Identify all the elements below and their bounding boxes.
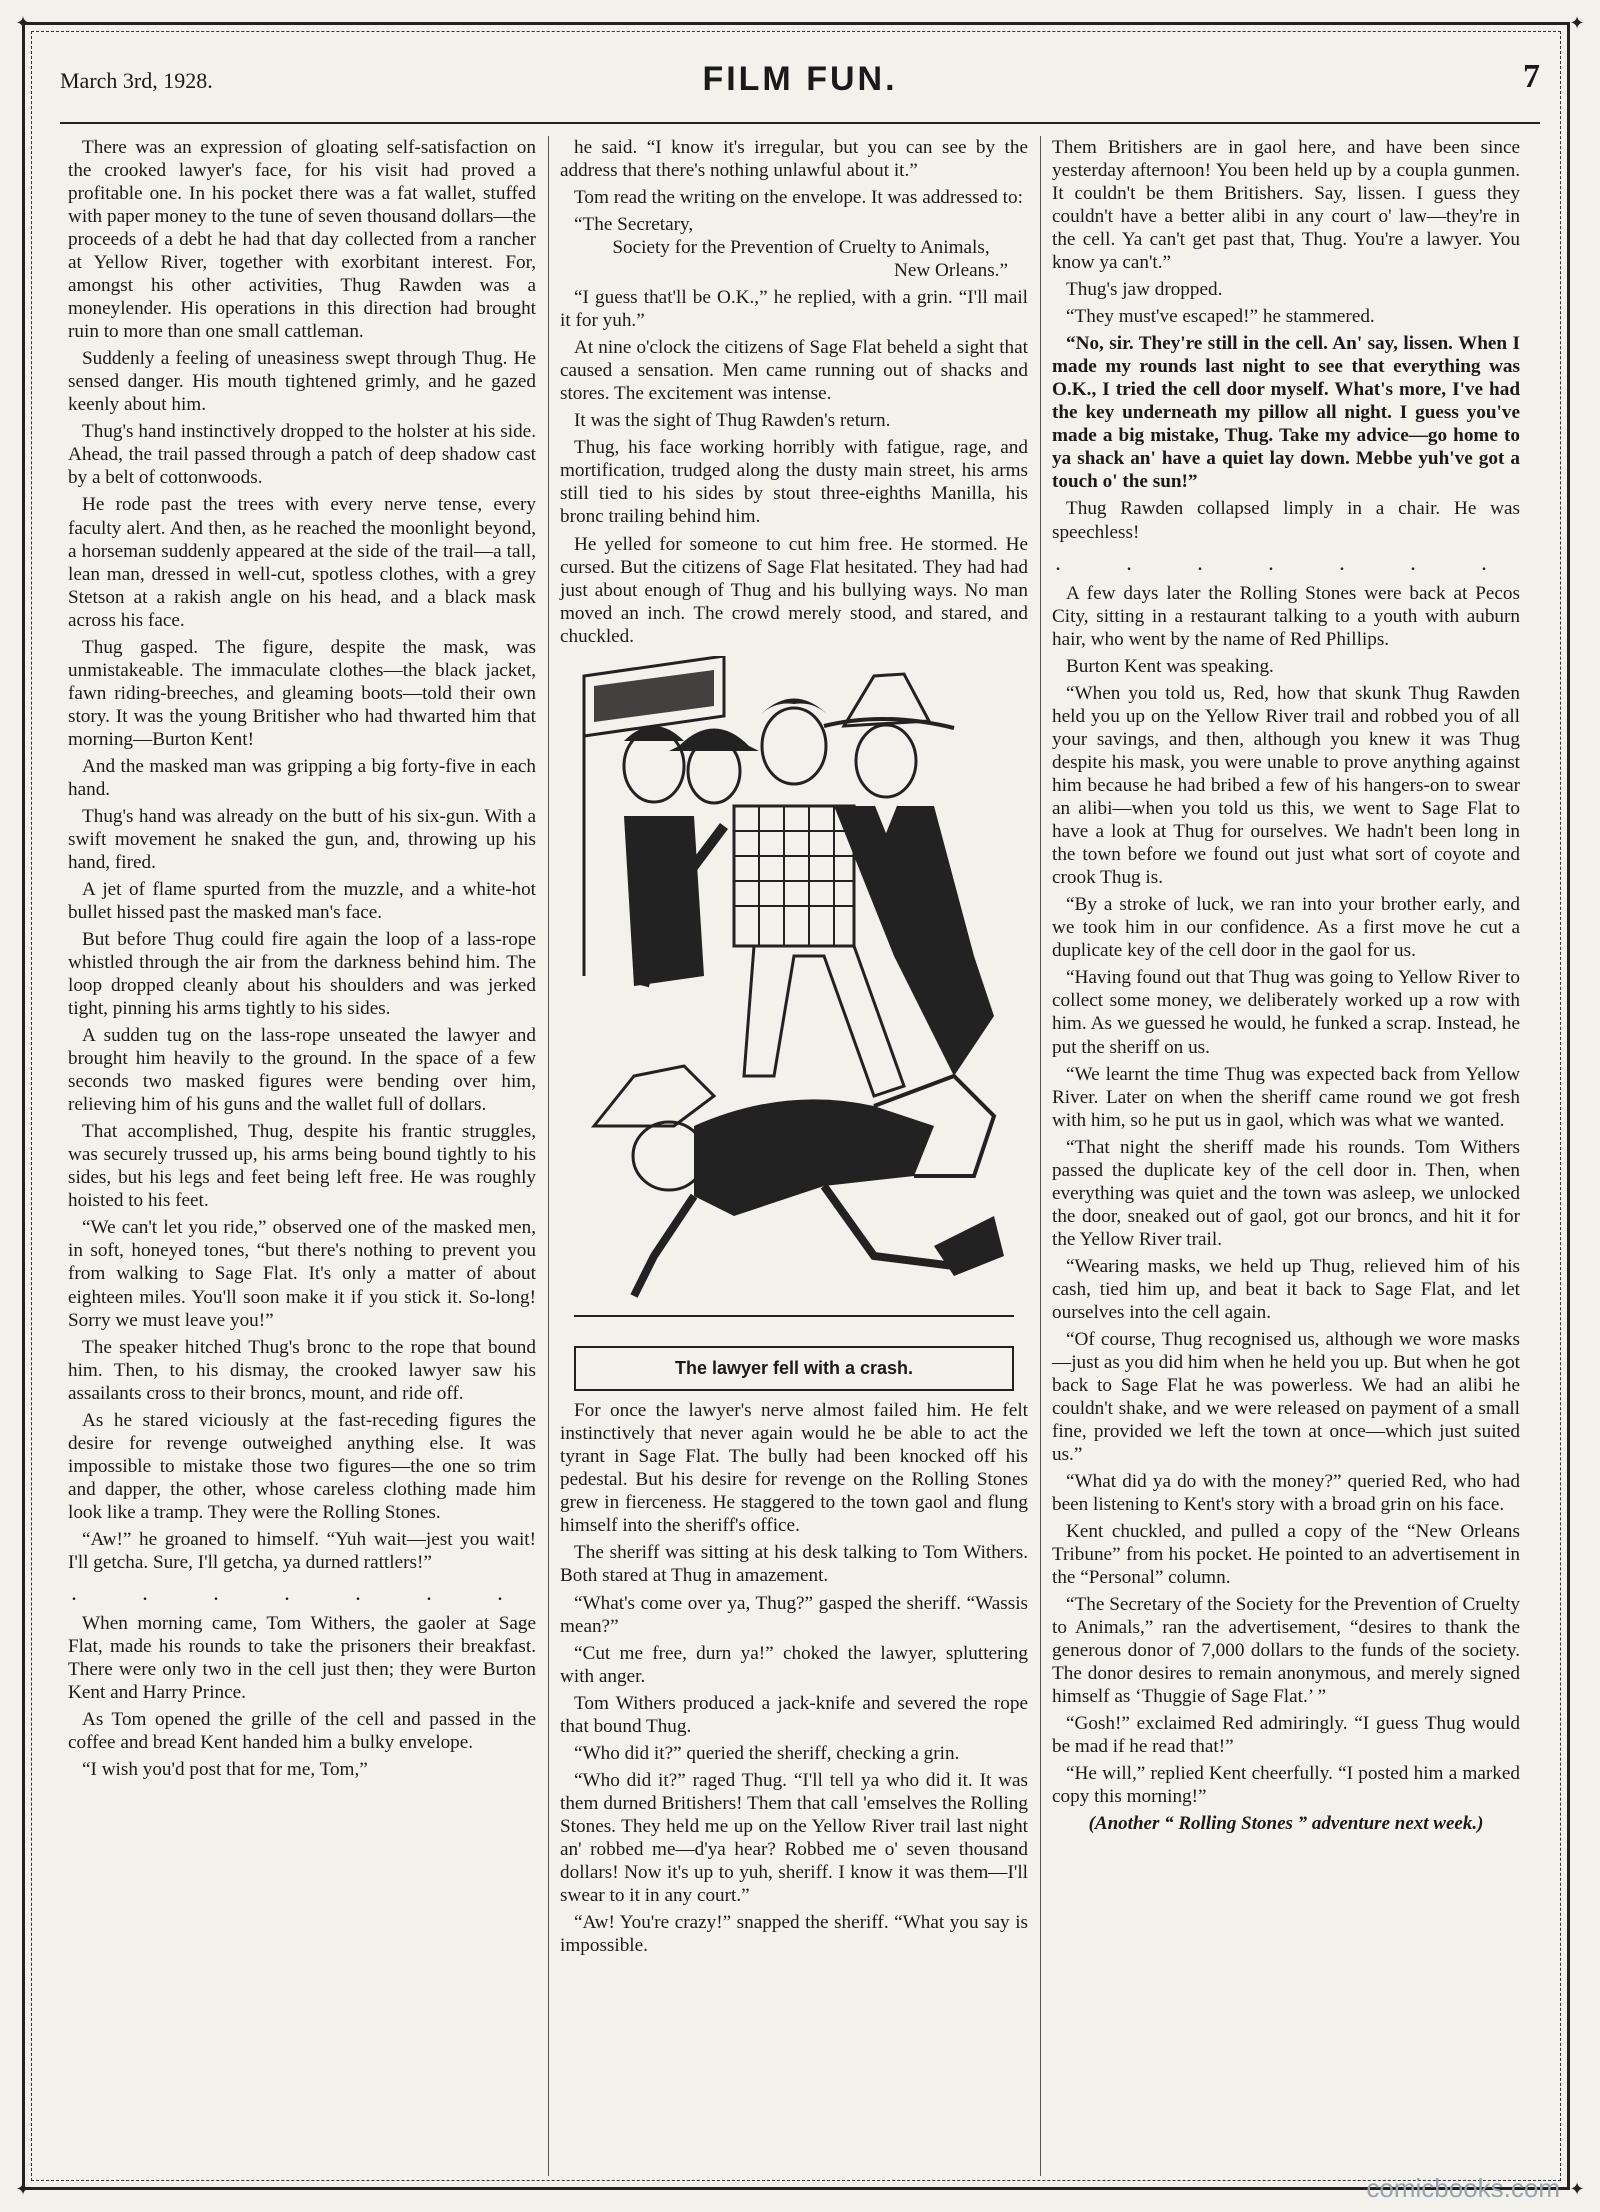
cowboy-illustration bbox=[574, 656, 1014, 1336]
paragraph: “I wish you'd post that for me, Tom,” bbox=[82, 1759, 368, 1781]
paragraph: “The Secretary of the Society for the Prevention of Cruelty to Animals,” ran the advertisement, “desires to thank the generous donor of 7,000 dollars to the funds of the society. The donor desires to remain anonymous, and merely signed himself as ‘Thuggie of Sage Flat.’ ” bbox=[1052, 1594, 1520, 1708]
paragraph: A sudden tug on the lass-rope unseated the lawyer and brought him heavily to the ground. In the space of a few seconds two masked figures were bending over him, relieving him of his guns and the wallet full of dollars. bbox=[68, 1025, 536, 1116]
paragraph: “No, sir. They're still in the cell. An' say, lissen. When I made my rounds last night to see that everything was O.K., I tried the cell door myself. What's more, I've had the key underneath my pillow all night. I guess you've made a big mistake, Thug. Take my advice—go home to ya shack an' have a quiet lay down. Mebbe yuh've got a touch o' the sun!” bbox=[1052, 333, 1520, 493]
paragraph: Suddenly a feeling of uneasiness swept through Thug. He sensed danger. His mouth tightened grimly, and he gazed keenly about him. bbox=[68, 348, 536, 416]
illustration-caption: The lawyer fell with a crash. bbox=[574, 1346, 1014, 1392]
paragraph: “Having found out that Thug was going to Yellow River to collect some money, we deliberately worked up a row with him. As we guessed he would, he funked a scrap. Instead, he put the sheriff on us. bbox=[1052, 967, 1520, 1058]
magazine-title: FILM FUN. bbox=[702, 60, 898, 98]
paragraph: It was the sight of Thug Rawden's return. bbox=[574, 410, 891, 432]
paragraph: The speaker hitched Thug's bronc to the rope that bound him. Then, to his dismay, the crooked lawyer saw his assailants cross to their broncs, mount, and ride off. bbox=[68, 1336, 536, 1404]
paragraph: Tom Withers produced a jack-knife and severed the rope that bound Thug. bbox=[560, 1692, 1028, 1737]
paragraph: Thug's hand was already on the butt of his six-gun. With a swift movement he snaked the gun, and, throwing up his hand, fired. bbox=[68, 805, 536, 873]
paragraph: A jet of flame spurted from the muzzle, and a white-hot bullet hissed past the masked man's face. bbox=[68, 878, 536, 923]
paragraph: “What's come over ya, Thug?” gasped the sheriff. “Wassis mean?” bbox=[560, 1592, 1028, 1637]
paragraph: Them Britishers are in gaol here, and have been since yesterday afternoon! You been held up by a coupla gunmen. It couldn't be them Britishers. Say, lissen. I guess they couldn't have a better alibi in any court o' law—they're in the cell. Ya can't get past that, Thug. You're a lawyer. You know ya can't.” bbox=[1052, 137, 1520, 274]
paragraph: “We learnt the time Thug was expected back from Yellow River. Later on when the sheriff came round we got fresh with him, so he put us in gaol, which was what we wanted. bbox=[1052, 1063, 1520, 1131]
paragraph: “Who did it?” raged Thug. “I'll tell ya who did it. It was them durned Britishers! Them that call 'emselves the Rolling Stones. They held me up on the Yellow River trail last night an' robbed me—d'ya hear? Robbed me o' seven thousand dollars! Now it's up to yuh, sheriff. I know it was them—I'll swear to it in any court.” bbox=[560, 1769, 1028, 1906]
next-week-notice: (Another “ Rolling Stones ” adventure next week.) bbox=[1088, 1812, 1484, 1834]
paragraph: “I guess that'll be O.K.,” he replied, with a grin. “I'll mail it for yuh.” bbox=[560, 287, 1028, 332]
paragraph: Kent chuckled, and pulled a copy of the “New Orleans Tribune” from his pocket. He pointed to an advertisement in the “Personal” column. bbox=[1052, 1521, 1520, 1589]
paragraph: As Tom opened the grille of the cell and passed in the coffee and bread Kent handed him a bulky envelope. bbox=[68, 1709, 536, 1754]
paragraph: When morning came, Tom Withers, the gaoler at Sage Flat, made his rounds to take the prisoners their breakfast. There were only two in the cell just then; they were Burton Kent and Harry Prince. bbox=[68, 1613, 536, 1704]
story-column-1 bbox=[68, 136, 536, 1785]
story-illustration bbox=[574, 656, 1014, 1336]
paragraph: At nine o'clock the citizens of Sage Flat beheld a sight that caused a sensation. Men came running out of shacks and stores. The excitement was intense. bbox=[560, 337, 1028, 405]
header-rule bbox=[60, 122, 1540, 124]
paragraph: “They must've escaped!” he stammered. bbox=[1066, 306, 1375, 328]
paragraph: “He will,” replied Kent cheerfully. “I posted him a marked copy this morning!” bbox=[1052, 1763, 1520, 1808]
section-break: . . . . . . . bbox=[1055, 549, 1517, 575]
paragraph: “That night the sheriff made his rounds. Tom Withers passed the duplicate key of the cell door in. Then, when everything was quiet and the town was asleep, we unlocked the door, sneaked out of gaol, got our broncs, and hit it for the Yellow River trail. bbox=[1052, 1136, 1520, 1250]
paragraph: But before Thug could fire again the loop of a lass-rope whistled through the air from the darkness behind him. The loop dropped cleanly about his shoulders and was jerked tight, pinning his arms tightly to his sides. bbox=[68, 929, 536, 1020]
paragraph: As he stared viciously at the fast-receding figures the desire for revenge outweighed anything else. It was impossible to mistake those two figures—the one so trim and dapper, the other, whose careless clothing made him look like a tramp. They were the Rolling Stones. bbox=[68, 1409, 536, 1523]
story-column-3 bbox=[1052, 136, 1520, 1835]
paragraph: The sheriff was sitting at his desk talking to Tom Withers. Both stared at Thug in amazement. bbox=[560, 1542, 1028, 1587]
paragraph: “By a stroke of luck, we ran into your brother early, and we took him in our confidence. As a first move he cut a duplicate key of the cell door in the gaol for us. bbox=[1052, 894, 1520, 962]
paragraph: There was an expression of gloating self-satisfaction on the crooked lawyer's face, for his visit had proved a profitable one. In his pocket there was a fat wallet, stuffed with paper money to the tune of seven thousand dollars—the proceeds of a debt he had that day collected from a rancher at Yellow River, together with exorbitant interest. For, amongst his other activities, Thug Rawden was a moneylender. His operations in this direction had brought ruin to more than one small cattleman. bbox=[68, 137, 536, 343]
corner-ornament-icon: ✦ bbox=[1569, 13, 1585, 33]
section-break: . . . . . . . bbox=[71, 1579, 533, 1605]
address-line: Society for the Prevention of Cruelty to Animals, bbox=[612, 237, 990, 259]
paragraph: He yelled for someone to cut him free. He stormed. He cursed. But the citizens of Sage Flat hesitated. They had had just about enough of Thug and his bullying ways. No man moved an inch. The crowd merely stood, and stared, and chuckled. bbox=[560, 533, 1028, 647]
paragraph: For once the lawyer's nerve almost failed him. He felt instinctively that never again would he be able to act the tyrant in Sage Flat. The bully had been knocked off his pedestal. But his desire for revenge on the Rolling Stones grew in fierceness. He staggered to the town gaol and flung himself into the sheriff's office. bbox=[560, 1400, 1028, 1537]
column-divider bbox=[548, 136, 549, 2176]
paragraph: Burton Kent was speaking. bbox=[1066, 656, 1274, 678]
paragraph: That accomplished, Thug, despite his frantic struggles, was securely trussed up, his arms being bound tightly to his sides, but his legs and feet being left free. He was roughly hoisted to his feet. bbox=[68, 1121, 536, 1212]
address-line: “The Secretary, bbox=[574, 214, 694, 236]
page-number: 7 bbox=[1523, 58, 1540, 95]
paragraph: “Gosh!” exclaimed Red admiringly. “I guess Thug would be mad if he read that!” bbox=[1052, 1713, 1520, 1758]
paragraph: Thug gasped. The figure, despite the mask, was unmistakeable. The immaculate clothes—the black jacket, fawn riding-breeches, and gleaming boots—told their own story. It was the young Britisher who had thwarted him that morning—Burton Kent! bbox=[68, 636, 536, 750]
paragraph: And the masked man was gripping a big forty-five in each hand. bbox=[68, 755, 536, 800]
paragraph: A few days later the Rolling Stones were back at Pecos City, sitting in a restaurant talking to a youth with auburn hair, who went by the name of Red Phillips. bbox=[1052, 582, 1520, 650]
paragraph: “We can't let you ride,” observed one of the masked men, in soft, honeyed tones, “but there's nothing to prevent you from walking to Sage Flat. It's only a matter of about eighteen miles. You'll soon make it if you stick it. So-long! Sorry we must leave you!” bbox=[68, 1217, 536, 1331]
paragraph: Tom read the writing on the envelope. It was addressed to: bbox=[574, 187, 1023, 209]
page-header bbox=[60, 58, 1540, 118]
watermark: comicbooks.com bbox=[1366, 2173, 1560, 2203]
story-column-2 bbox=[560, 136, 1028, 1961]
corner-ornament-icon: ✦ bbox=[1569, 2179, 1585, 2199]
paragraph: “What did ya do with the money?” queried Red, who had been listening to Kent's story with a broad grin on his face. bbox=[1052, 1471, 1520, 1516]
paragraph: Thug's hand instinctively dropped to the holster at his side. Ahead, the trail passed through a patch of deep shadow cast by a belt of cottonwoods. bbox=[68, 421, 536, 489]
corner-ornament-icon: ✦ bbox=[15, 2179, 31, 2199]
corner-ornament-icon: ✦ bbox=[15, 13, 31, 33]
paragraph: “Aw! You're crazy!” snapped the sheriff. “What you say is impossible. bbox=[560, 1911, 1028, 1956]
paragraph: “Of course, Thug recognised us, although we wore masks—just as you did him when he held you up. But when he got back to Sage Flat he was powerless. We had an alibi he couldn't shake, and we were released on payment of a small fine, provided we left the town at once—which just suited us.” bbox=[1052, 1328, 1520, 1466]
column-divider bbox=[1040, 136, 1041, 2176]
paragraph: Thug Rawden collapsed limply in a chair. He was speechless! bbox=[1052, 498, 1520, 543]
paragraph: “When you told us, Red, how that skunk Thug Rawden held you up on the Yellow River trail and robbed you of all your savings, and then, although you knew it was Thug despite his mask, you were unable to prove anything against him because he had bribed a few of his hangers-on to swear an alibi—when you told us this, we went to Sage Flat to have a look at Thug for ourselves. We hadn't been long in the town before we found out just what sort of coyote and crook Thug is. bbox=[1052, 683, 1520, 889]
paragraph: “Who did it?” queried the sheriff, checking a grin. bbox=[574, 1742, 960, 1764]
paragraph: He rode past the trees with every nerve tense, every faculty alert. And then, as he reached the moonlight beyond, a horseman suddenly appeared at the side of the trail—a tall, lean man, dressed in well-cut, spotless clothes, with a grey Stetson at a rakish angle on his head, and a black mask across his face. bbox=[68, 494, 536, 631]
paragraph: “Cut me free, durn ya!” choked the lawyer, spluttering with anger. bbox=[560, 1642, 1028, 1687]
paragraph: Thug, his face working horribly with fatigue, rage, and mortification, trudged along the dusty main street, his arms still tied to his sides by stout three-eighths Manilla, his bronc trailing behind him. bbox=[560, 437, 1028, 528]
paragraph: he said. “I know it's irregular, but you can see by the address that there's nothing unlawful about it.” bbox=[560, 137, 1028, 182]
paragraph: “Aw!” he groaned to himself. “Yuh wait—jest you wait! I'll getcha. Sure, I'll getcha, ya durned rattlers!” bbox=[68, 1528, 536, 1573]
paragraph: Thug's jaw dropped. bbox=[1066, 279, 1223, 301]
issue-date: March 3rd, 1928. bbox=[60, 68, 213, 93]
address-line: New Orleans.” bbox=[893, 260, 1008, 282]
paragraph: “Wearing masks, we held up Thug, relieved him of his cash, tied him up, and beat it back to Sage Flat, and let ourselves into the cell again. bbox=[1052, 1255, 1520, 1323]
